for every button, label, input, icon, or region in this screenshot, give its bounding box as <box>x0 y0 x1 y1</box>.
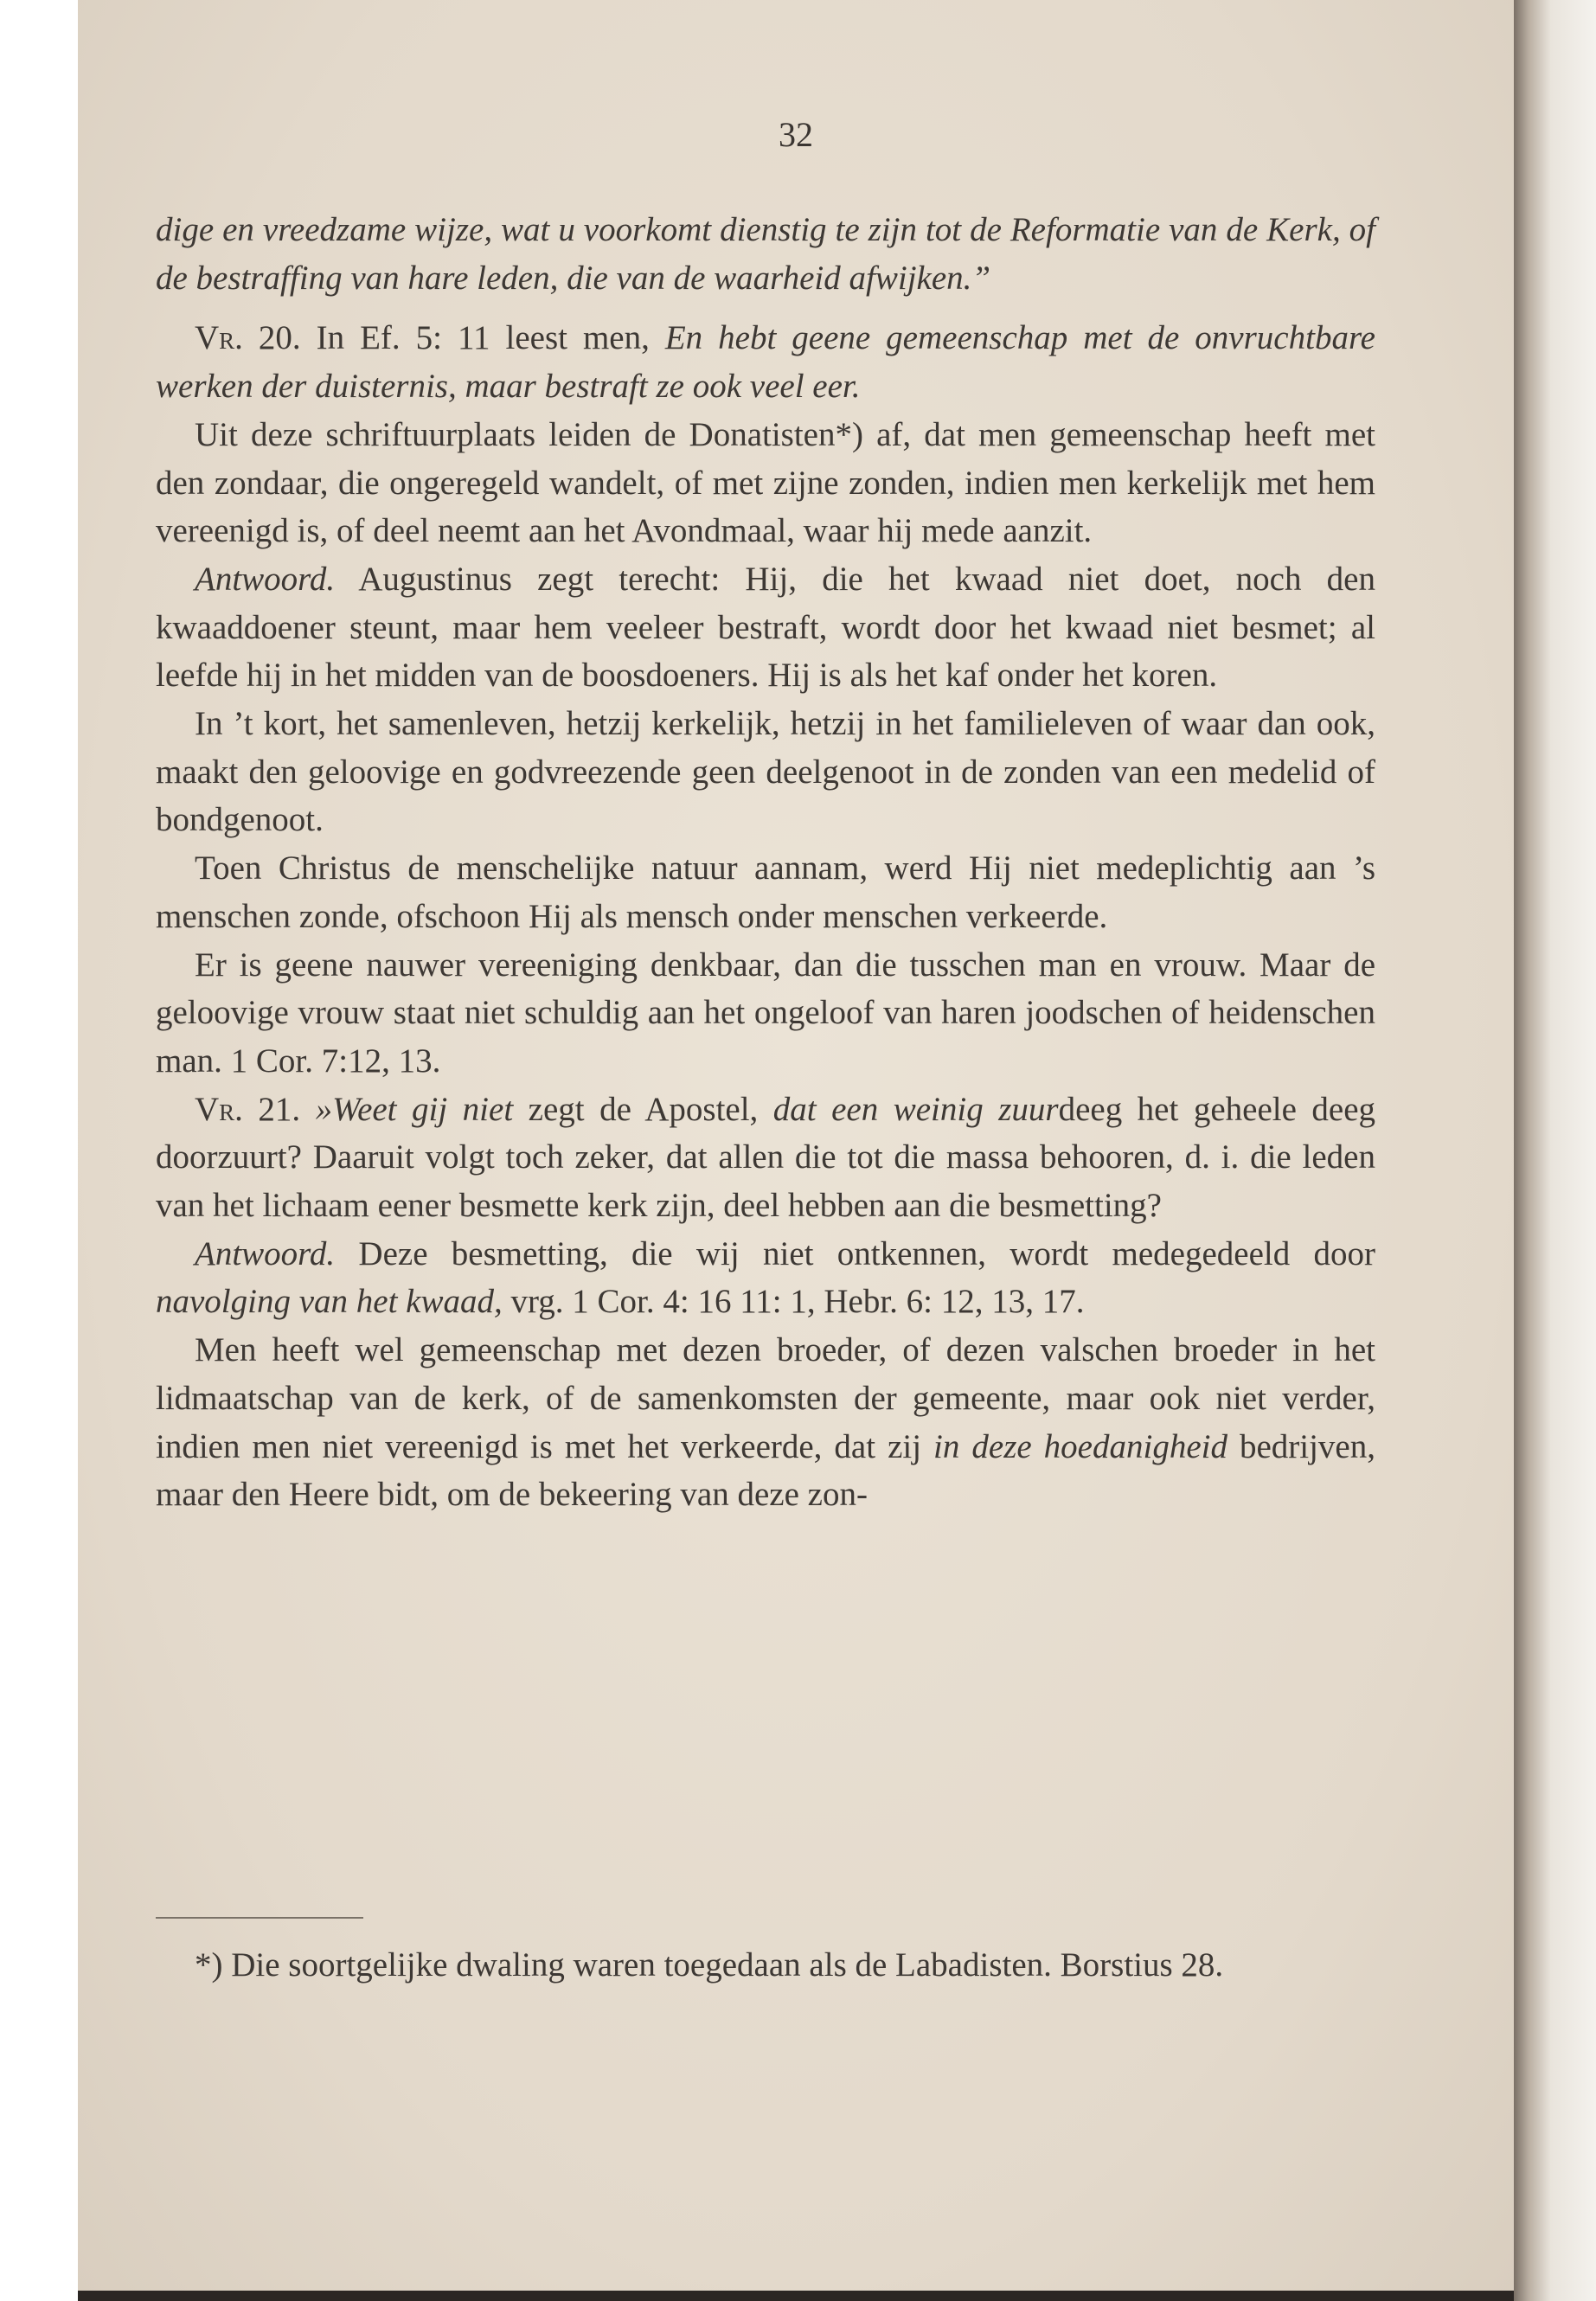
answer-text: Augustinus zegt terecht: Hij, die het kwaad niet doet, noch den kwaaddoener steunt, maar hem veeleer bestraft, wordt door het kwaad niet besmet; al leefde hij in het midden van de boosdoeners. Hij is als het kaf onder het koren. <box>156 560 1375 695</box>
emphasis: in deze hoedanigheid <box>933 1427 1227 1465</box>
scripture-quote: En hebt geene gemeenschap met de onvruchtbare werken der duisternis, maar bestraft ze ook veel eer. <box>156 319 1375 406</box>
paragraph-text: Er is geene nauwer vereeniging denkbaar, dan die tusschen man en vrouw. Maar de geloovige vrouw staat niet schuldig aan het ongeloof van haren joodschen of heidenschen man. 1 Cor. 7:12, 13. <box>156 945 1375 1080</box>
question-21 <box>156 1086 1375 1230</box>
paragraph <box>156 1326 1375 1519</box>
paragraph <box>156 844 1375 940</box>
paragraph-text: Men heeft wel gemeenschap met dezen broeder, of dezen valschen broeder in het lidmaatschap van de kerk, of de samenkomsten der gemeente, maar ook niet verder, indien men niet vereenigd is met het verkeerde, dat zij <box>156 1331 1375 1465</box>
answer-21 <box>156 1230 1375 1326</box>
paragraph-text: Toen Christus de menschelijke natuur aannam, werd Hij niet medeplichtig aan ’s menschen zonde, ofschoon Hij als mensch onder menschen verkeerde. <box>156 849 1375 935</box>
footnote <box>156 1941 1375 1989</box>
answer-text: Deze besmetting, die wij niet ontkennen, wordt medegedeeld door <box>335 1234 1375 1272</box>
scripture-quote: »Weet gij niet <box>300 1090 514 1128</box>
footnote-text: *) Die soortgelijke dwaling waren toegedaan als de Labadisten. Borstius 28. <box>195 1946 1224 1984</box>
question-text: In Ef. 5: 11 leest men, <box>300 319 665 357</box>
scan-edge-bottom <box>78 2291 1514 2301</box>
paragraph <box>156 700 1375 844</box>
paragraph <box>156 411 1375 555</box>
scan-margin-left <box>0 0 78 2301</box>
answer-text: vrg. 1 Cor. 4: 16 11: 1, Hebr. 6: 12, 13, 17. <box>502 1283 1085 1321</box>
scripture-quote: dat een weinig zuur <box>772 1090 1059 1128</box>
paragraph <box>156 941 1375 1086</box>
paragraph-text: Uit deze schriftuurplaats leiden de Donatisten*) af, dat men gemeenschap heeft met den zondaar, die ongeregeld wandelt, of met zijne zonden, indien men kerkelijk met hem vereenigd is, of deel neemt aan het Avondmaal, waar hij mede aanzit. <box>156 415 1375 550</box>
page-body <box>156 206 1375 1519</box>
question-label: Vr. 21. <box>195 1090 301 1128</box>
page-number: 32 <box>779 115 813 154</box>
question-text: zegt de Apostel, <box>513 1090 773 1128</box>
answer-label: Antwoord. <box>195 560 336 598</box>
answer-label: Antwoord. <box>195 1234 336 1272</box>
question-20 <box>156 314 1375 410</box>
paragraph-text: bedrijven, maar den Heere bidt, om de bekeering van deze zon- <box>156 1427 1375 1514</box>
paragraph-continuation <box>156 206 1375 302</box>
emphasis: navolging van het kwaad, <box>156 1283 503 1321</box>
paragraph-text: In ’t kort, het samenleven, hetzij kerkelijk, hetzij in het familieleven of waar dan ook, maakt den geloovige en godvreezende geen deelgenoot in de zonden van een medelid of bondgenoot. <box>156 705 1375 839</box>
answer-20 <box>156 555 1375 700</box>
italic-quote: dige en vreedzame wijze, wat u voorkomt dienstig te zijn tot de Reformatie van de Kerk, of de bestraffing van hare leden, die van de waarheid afwijken.” <box>156 211 1375 297</box>
question-text: deeg het geheele deeg doorzuurt? Daaruit volgt toch zeker, dat allen die tot die massa behooren, d. i. die leden van het lichaam eener besmette kerk zijn, deel hebben aan die besmetting? <box>156 1090 1376 1225</box>
question-label: Vr. 20. <box>195 319 301 357</box>
footnote-divider <box>156 1917 363 1919</box>
scan-edge-right <box>1514 0 1596 2301</box>
